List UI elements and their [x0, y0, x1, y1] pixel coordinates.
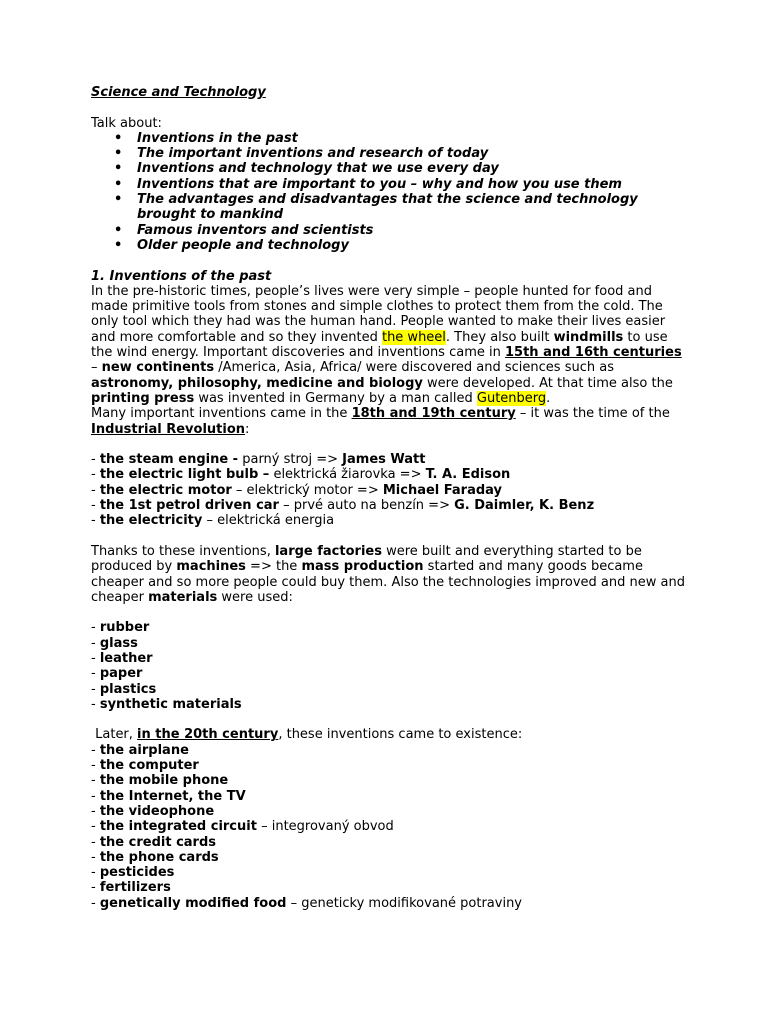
section-heading: 1. Inventions of the past	[91, 268, 272, 284]
list-item: - genetically modified food – geneticky modifikované potraviny	[91, 895, 523, 911]
topic-item: • Inventions that are important to you – why and how you use them	[114, 176, 622, 192]
list-item: - leather	[91, 650, 153, 666]
paragraph-prehistory: In the pre-historic times, people’s lives were very simple – people hunted for food and made primitive tools from stones and simple clothes to protect them from the cold. The only tool which they had was the human hand. People wanted to make their lives easier and more comfortable and so they invented the wheel. They also built windmills to use the wind energy. Important discoveries and inventions came in 15th and 16th centuries – new continents /America, Asia, Africa/ were discovered and sciences such as astronomy, philosophy, medicine and biology were developed. At that time also the printing press was invented in Germany by a man called Gutenberg.	[91, 283, 682, 406]
bullet-icon: •	[114, 130, 123, 146]
topic-item: • Famous inventors and scientists	[114, 222, 374, 238]
highlight-wheel: the wheel	[381, 329, 446, 345]
topic-item: • Inventions in the past	[114, 130, 298, 146]
list-item: - rubber	[91, 620, 150, 636]
bullet-icon: •	[114, 146, 123, 162]
list-item: - the videophone	[91, 803, 215, 819]
list-item: - the electric motor – elektrický motor => Michael Faraday	[91, 482, 503, 498]
topic-list	[91, 131, 691, 253]
list-item: - the Internet, the TV	[91, 788, 246, 804]
list-item: - paper	[91, 666, 143, 682]
bullet-icon: •	[114, 192, 123, 208]
list-item: - glass	[91, 635, 138, 651]
list-item: - the steam engine - parný stroj => James Watt	[91, 452, 426, 468]
list-item: - the integrated circuit – integrovaný obvod	[91, 819, 394, 835]
bullet-icon: •	[114, 237, 123, 253]
inventions-20th-list	[91, 743, 691, 911]
talk-about-label: Talk about:	[91, 115, 162, 131]
topic-item: • Inventions and technology that we use every day	[114, 161, 499, 177]
list-item: - the mobile phone	[91, 773, 229, 789]
inventions-list	[91, 452, 691, 528]
list-item: - pesticides	[91, 865, 175, 881]
list-item: - the 1st petrol driven car – prvé auto na benzín => G. Daimler, K. Benz	[91, 498, 595, 514]
bullet-icon: •	[114, 176, 123, 192]
topic-item: • The important inventions and research of today	[114, 146, 489, 162]
topic-item: • The advantages and disadvantages that the science and technology brought to mankind	[114, 192, 638, 223]
paragraph-factories: Thanks to these inventions, large factories were built and everything started to be produced by machines => the mass production started and many goods became cheaper and so more people could buy them. Also the technologies improved and new and cheaper materials were used:	[91, 543, 685, 605]
topic-item: • Older people and technology	[114, 237, 349, 253]
list-item: - synthetic materials	[91, 696, 242, 712]
materials-list	[91, 620, 691, 712]
paragraph-20th-century: Later, in the 20th century, these inventions came to existence:	[91, 727, 523, 743]
bullet-icon: •	[114, 222, 123, 238]
list-item: - the phone cards	[91, 849, 219, 865]
document-body	[91, 85, 691, 911]
list-item: - plastics	[91, 681, 157, 697]
bullet-icon: •	[114, 161, 123, 177]
list-item: - the credit cards	[91, 834, 217, 850]
list-item: - fertilizers	[91, 880, 171, 896]
list-item: - the airplane	[91, 742, 189, 758]
list-item: - the electric light bulb – elektrická žiarovka => T. A. Edison	[91, 467, 511, 483]
paragraph-industrial: Many important inventions came in the 18th and 19th century – it was the time of the Industrial Revolution:	[91, 406, 670, 437]
list-item: - the electricity – elektrická energia	[91, 513, 335, 529]
highlight-gutenberg: Gutenberg	[476, 390, 547, 406]
list-item: - the computer	[91, 758, 199, 774]
document-title: Science and Technology	[91, 85, 266, 100]
